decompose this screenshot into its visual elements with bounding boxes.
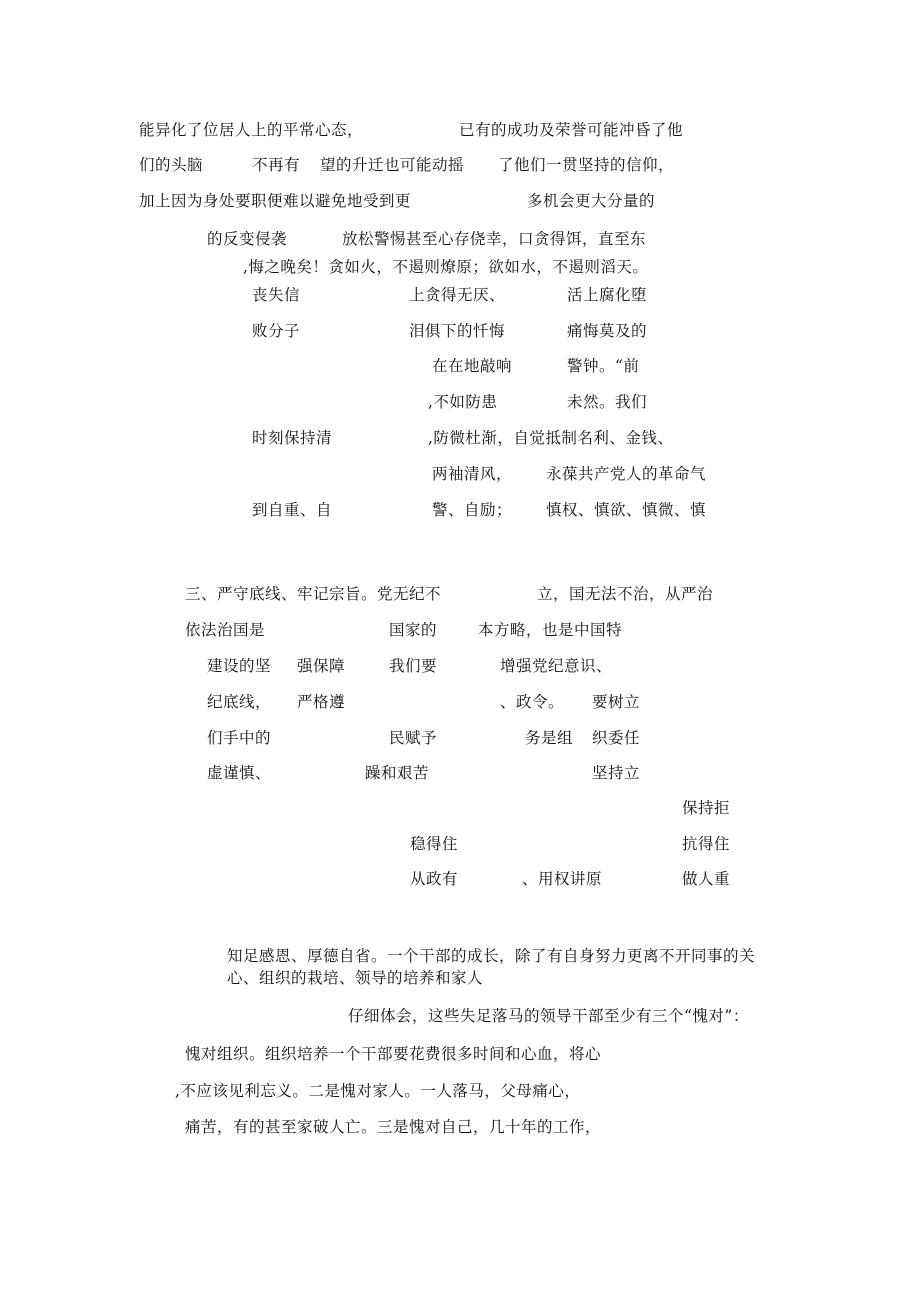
text-line: 望的升迁也可能动摇 [320,156,465,174]
text-line: 虚谨慎、 [207,764,272,782]
text-line: 、用权讲原 [522,870,603,888]
text-line: 两袖清风， [432,465,513,483]
text-line: 心、组织的栽培、领导的培养和家人 [227,969,484,987]
text-line: 已有的成功及荣誉可能冲昏了他 [459,121,684,139]
text-line: 坚持立 [592,764,641,782]
text-line: 永葆共产党人的革命气 [546,465,707,483]
text-line: 们的头脑 [139,156,204,174]
text-line: 的反变侵袭 [207,230,288,248]
text-line: 未然。我们 [567,393,648,411]
text-line: 务是组 [525,729,574,747]
text-line: 织委任 [592,729,641,747]
text-line: 败分子 [252,322,301,340]
text-line: 抗得住 [682,835,731,853]
text-line: 保持拒 [682,799,731,817]
text-line: 强保障 [297,657,346,675]
text-line: ,防微杜渐，自觉抵制名利、金钱、 [428,429,674,447]
text-line: 做人重 [682,870,731,888]
text-line: 泪俱下的忏悔 [409,322,506,340]
text-line: 慎权、慎欲、慎微、慎 [546,501,707,519]
text-line: 仔细体会，这些失足落马的领导干部至少有三个“愧对”： [348,1007,749,1025]
text-line: 活上腐化堕 [567,286,648,304]
text-line: 稳得住 [410,835,459,853]
text-line: 严格遵 [297,693,346,711]
text-line: 知足感恩、厚德自省。一个干部的成长，除了有自身努力更离不开同事的关 [227,947,756,965]
text-line: 痛苦，有的甚至家破人亡。三是愧对自己，几十年的工作， [185,1118,602,1136]
text-line: 不再有 [252,156,301,174]
text-line: 要树立 [592,693,641,711]
text-line: 们手中的 [207,729,272,747]
text-line: 依法治国是 [185,621,266,639]
text-line: 纪底线， [207,693,272,711]
text-line: 痛悔莫及的 [567,322,648,340]
text-line: 、政令。 [500,693,565,711]
text-line: 多机会更大分量的 [527,192,656,210]
text-line: 在在地敲响 [432,357,513,375]
text-line: 立，国无法不治，从严治 [537,585,714,603]
text-line: 加上因为身处要职便难以避免地受到更 [139,192,412,210]
text-line: 警、自励； [432,501,513,519]
text-line: 愧对组织。组织培养一个干部要花费很多时间和心血，将心 [185,1045,602,1063]
text-line: 了他们一贯坚持的信仰， [498,156,675,174]
text-line: ,悔之晚矣！贪如火，不遏则燎原；欲如水，不遏则滔天。 [243,258,649,276]
text-line: 到自重、自 [252,501,333,519]
text-line: 我们要 [389,657,438,675]
text-line: 民赋予 [389,729,438,747]
text-line: 从政有 [410,870,459,888]
text-line: 国家的 [389,621,438,639]
text-line: 能异化了位居人上的平常心态， [139,121,364,139]
text-line: 本方略，也是中国特 [478,621,623,639]
text-line: 躁和艰苦 [365,764,430,782]
text-line: 建设的坚 [207,657,272,675]
text-line: 丧失信 [252,286,301,304]
text-line: 上贪得无厌、 [409,286,506,304]
text-line: 警钟。“前 [567,357,640,375]
text-line: 增强党纪意识、 [500,657,613,675]
text-line: ,不应该见利忘义。二是愧对家人。一人落马，父母痛心， [175,1082,581,1100]
text-line: 时刻保持清 [252,429,333,447]
section-heading: 三、严守底线、牢记宗旨。党无纪不 [185,585,442,603]
text-line: ,不如防患 [428,393,498,411]
text-line: 放松警惕甚至心存侥幸，口贪得饵，直至东 [342,230,647,248]
